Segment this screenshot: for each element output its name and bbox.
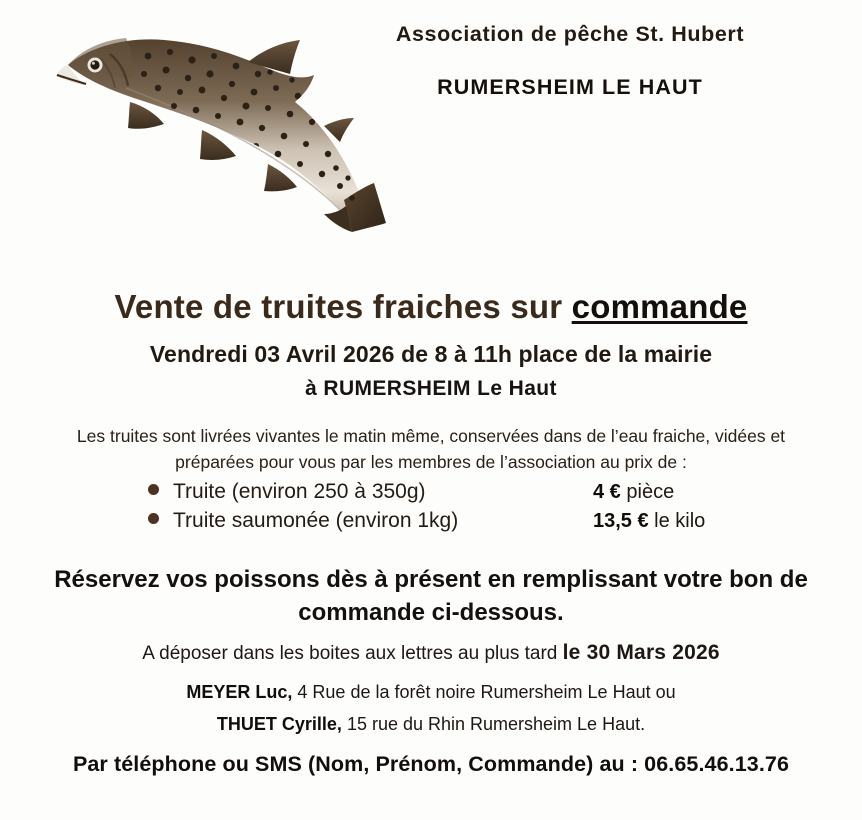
deadline-date: le 30 Mars 2026 [562,641,720,664]
association-town: RUMERSHEIM LE HAUT [437,75,703,99]
price-item-name: Truite (environ 250 à 350g) [173,480,426,503]
reservation-callout [0,563,862,629]
page-title-prefix: Vente de truites fraiches sur [114,288,572,325]
reservation-line-2: commande ci-dessous. [298,599,564,626]
contact-row [0,714,862,735]
price-list [148,480,788,538]
deadline-line [0,641,862,665]
contact-row [0,682,862,703]
price-item-value [593,481,674,504]
price-row [148,509,788,538]
description-line-2: préparées pour vous par les membres de l’association au prix de : [175,452,687,472]
page-title [0,288,862,326]
bullet-icon [148,513,159,524]
price-unit: pièce [626,481,675,503]
association-name: Association de pêche St. Hubert [395,22,745,46]
contact-address: 15 rue du Rhin Rumersheim Le Haut. [341,714,646,734]
bullet-icon [148,484,159,495]
event-place-line: à RUMERSHEIM Le Haut [305,377,557,400]
price-amount: 13,5 € [593,510,649,532]
contact-address: 4 Rue de la forêt noire Rumersheim Le Haut ou [292,682,676,702]
description-paragraph [0,423,862,475]
header-zone [0,0,862,262]
page-title-emphasis: commande [571,288,748,325]
price-item-name: Truite saumonée (environ 1kg) [173,509,459,532]
contact-name: MEYER Luc, [186,682,293,702]
contact-name: THUET Cyrille, [216,714,342,734]
price-row [148,480,788,509]
description-line-1: Les truites sont livrées vivantes le matin même, conservées dans de l’eau fraiche, vidées et [76,426,786,446]
deadline-prefix: A déposer dans les boites aux lettres au plus tard [142,643,563,664]
event-date-line: Vendredi 03 Avril 2026 de 8 à 11h place de la mairie [149,341,713,367]
price-unit: le kilo [654,510,706,532]
price-amount: 4 € [593,481,621,503]
association-heading [340,22,800,100]
price-item-value [593,510,705,533]
reservation-line-1: Réservez vos poissons dès à présent en remplissant votre bon de [54,566,808,593]
phone-contact-line: Par téléphone ou SMS (Nom, Prénom, Commande) au : 06.65.46.13.76 [72,752,790,776]
